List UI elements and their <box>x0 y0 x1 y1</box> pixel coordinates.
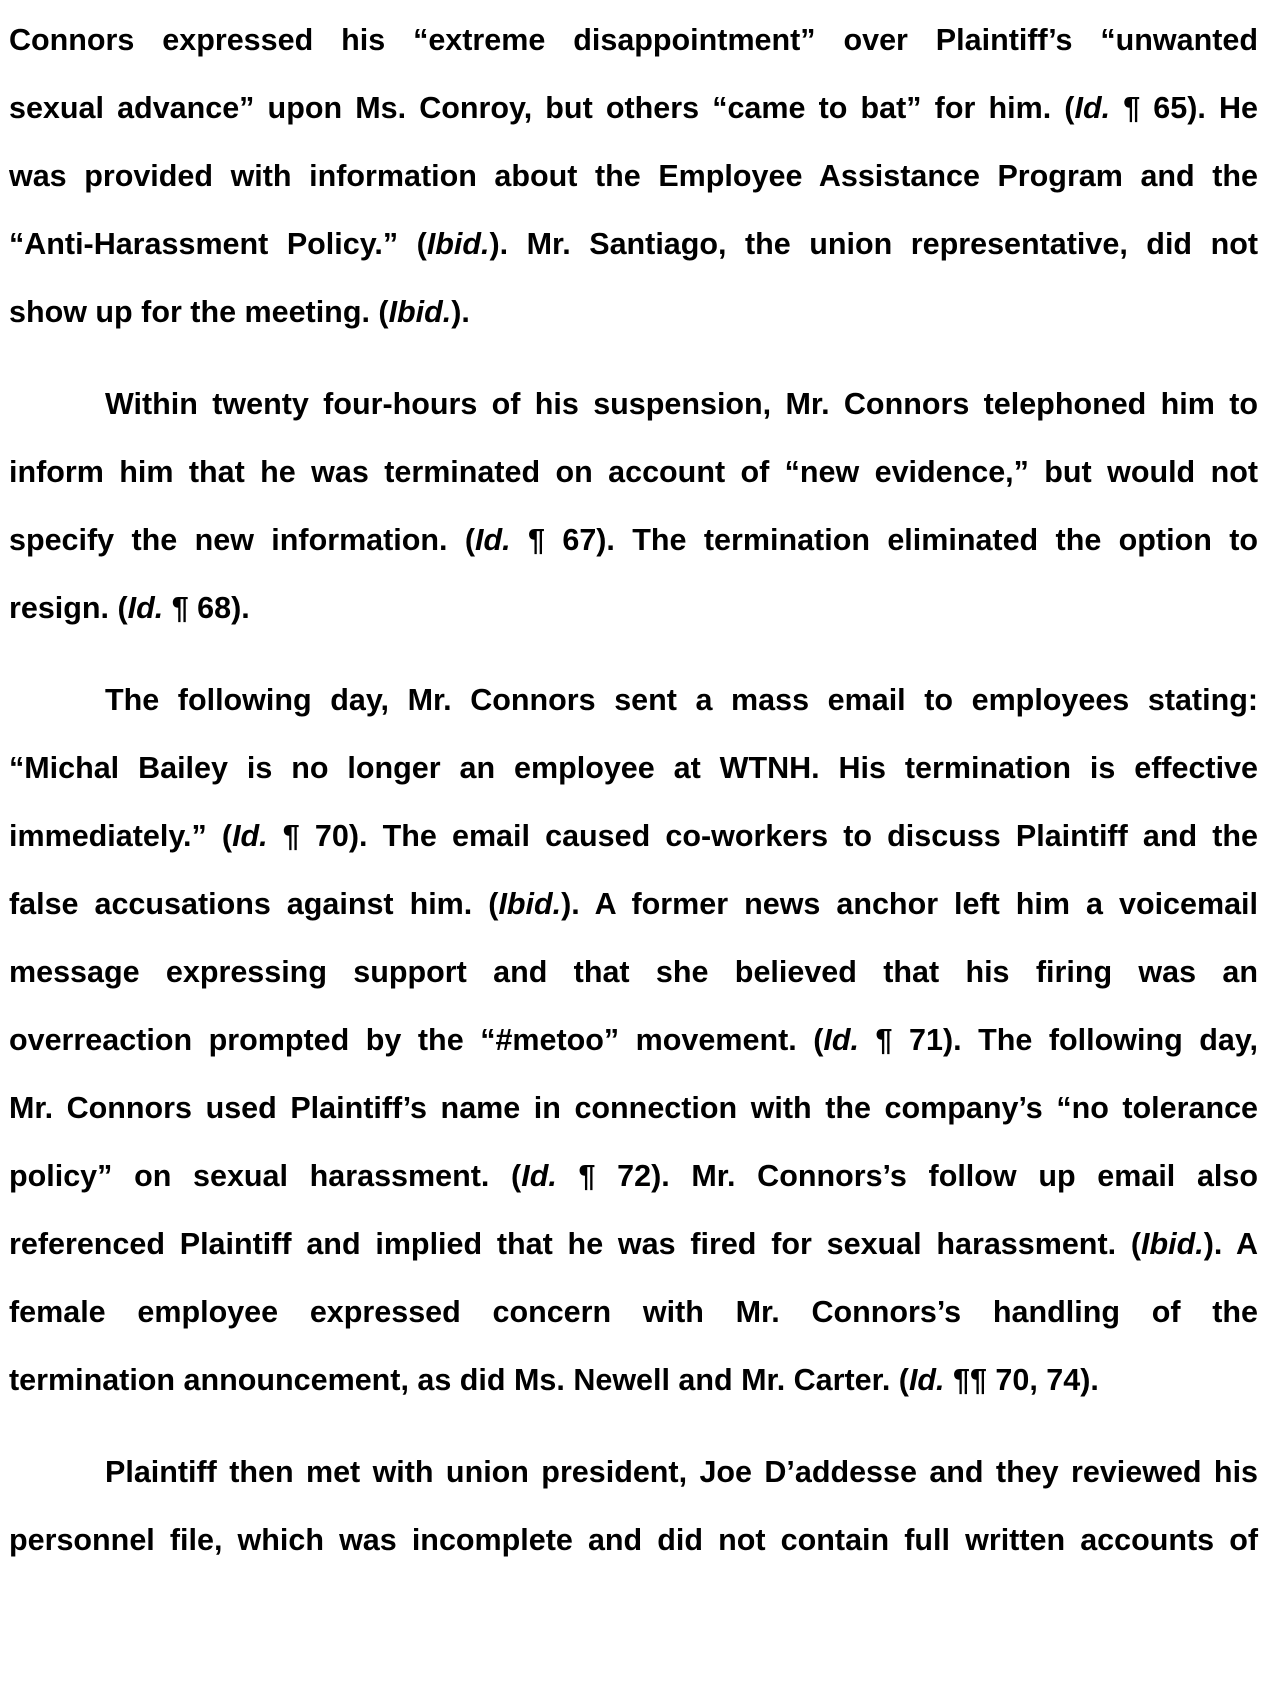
text-segment: show up for the meeting. ( <box>9 295 389 329</box>
text-segment: ¶ 71). The following day, <box>859 1023 1259 1057</box>
text-segment: ¶ 68). <box>163 591 250 625</box>
text-segment: resign. ( <box>9 591 128 625</box>
citation-italic: Id. <box>908 1363 945 1397</box>
citation-italic: Ibid. <box>426 227 490 261</box>
text-segment: ). A former news anchor left him a voicemail <box>561 887 1258 921</box>
text-segment: ). <box>451 295 470 329</box>
citation-italic: Id. <box>127 591 164 625</box>
text-segment: Plaintiff then met with union president, Joe D’addesse and they reviewed his <box>105 1455 1258 1489</box>
text-line <box>9 86 1258 130</box>
text-line <box>9 814 1258 858</box>
citation-italic: Id. <box>475 523 511 557</box>
text-line <box>9 1358 1258 1402</box>
text-line <box>9 382 1258 426</box>
text-segment: ¶ 70). The email caused co-workers to discuss Plaintiff and the <box>267 819 1258 853</box>
text-segment: ). Mr. Santiago, the union representative, did not <box>489 227 1258 261</box>
text-segment: inform him that he was terminated on account of “new evidence,” but would not <box>9 455 1258 489</box>
text-line <box>9 154 1258 198</box>
text-segment: overreaction prompted by the “#metoo” movement. ( <box>9 1023 824 1057</box>
text-segment: The following day, Mr. Connors sent a mass email to employees stating: <box>105 683 1258 717</box>
text-line <box>9 1290 1258 1334</box>
text-segment: termination announcement, as did Ms. Newell and Mr. Carter. ( <box>9 1363 909 1397</box>
text-segment: ¶ 72). Mr. Connors’s follow up email also <box>556 1159 1258 1193</box>
citation-italic: Id. <box>232 819 268 853</box>
text-segment: Connors expressed his “extreme disappointment” over Plaintiff’s “unwanted <box>9 23 1258 57</box>
citation-italic: Ibid. <box>388 295 452 329</box>
text-segment: sexual advance” upon Ms. Conroy, but others “came to bat” for him. ( <box>9 91 1075 125</box>
text-line <box>9 290 1258 334</box>
text-segment: Within twenty four-hours of his suspension, Mr. Connors telephoned him to <box>105 387 1258 421</box>
text-segment: specify the new information. ( <box>9 523 476 557</box>
text-segment: female employee expressed concern with Mr. Connors’s handling of the <box>9 1295 1258 1329</box>
text-line <box>9 1086 1258 1130</box>
text-line <box>9 586 1258 630</box>
text-line <box>9 1154 1258 1198</box>
citation-italic: Id. <box>823 1023 859 1057</box>
text-segment: “Michal Bailey is no longer an employee at WTNH. His termination is effective <box>9 751 1258 785</box>
text-segment: ¶ 65). He <box>1110 91 1258 125</box>
citation-italic: Ibid. <box>1141 1227 1204 1261</box>
text-line <box>9 1222 1258 1266</box>
text-segment: was provided with information about the Employee Assistance Program and the <box>9 159 1258 193</box>
text-line <box>9 1450 1258 1494</box>
text-line <box>9 746 1258 790</box>
text-segment: “Anti-Harassment Policy.” ( <box>9 227 427 261</box>
citation-italic: Id. <box>521 1159 557 1193</box>
citation-italic: Ibid. <box>498 887 562 921</box>
text-segment: personnel file, which was incomplete and did not contain full written accounts of <box>9 1523 1258 1557</box>
text-segment: Mr. Connors used Plaintiff’s name in connection with the company’s “no tolerance <box>9 1091 1258 1125</box>
text-line <box>9 1518 1258 1562</box>
text-segment: policy” on sexual harassment. ( <box>9 1159 522 1193</box>
text-line <box>9 518 1258 562</box>
text-segment: immediately.” ( <box>9 819 233 853</box>
citation-italic: Id. <box>1074 91 1111 125</box>
text-line <box>9 222 1258 266</box>
text-line <box>9 950 1258 994</box>
text-segment: false accusations against him. ( <box>9 887 499 921</box>
text-segment: ). A <box>1203 1227 1258 1261</box>
text-line <box>9 450 1258 494</box>
text-line <box>9 882 1258 926</box>
text-line <box>9 678 1258 722</box>
text-line <box>9 18 1258 62</box>
text-segment: ¶ 67). The termination eliminated the option to <box>510 523 1258 557</box>
text-segment: message expressing support and that she believed that his firing was an <box>9 955 1258 989</box>
text-line <box>9 1018 1258 1062</box>
text-segment: ¶¶ 70, 74). <box>944 1363 1099 1397</box>
text-segment: referenced Plaintiff and implied that he was fired for sexual harassment. ( <box>9 1227 1141 1261</box>
